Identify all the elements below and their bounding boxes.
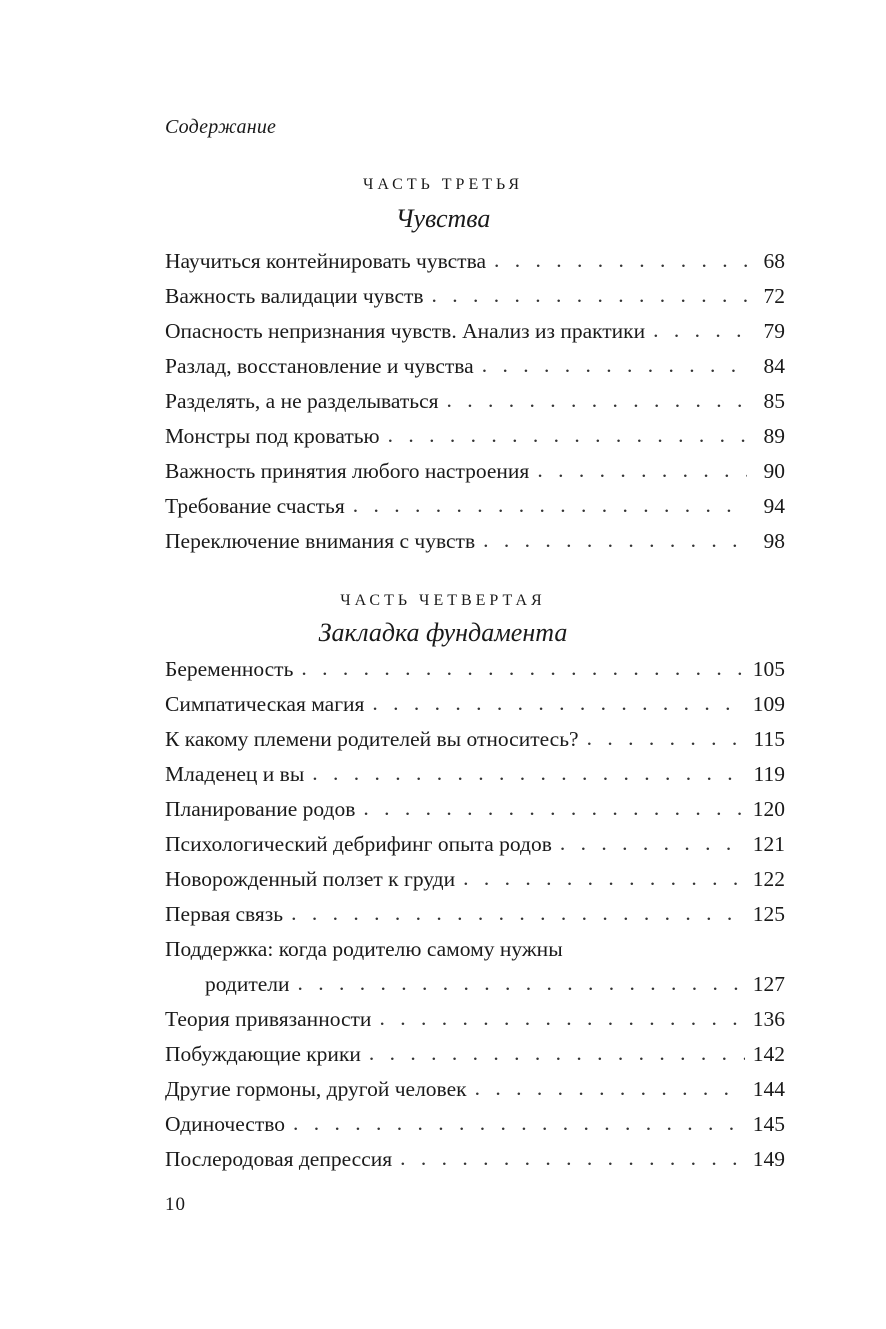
part-four-title: Закладка фундамента: [318, 618, 568, 647]
toc-entry[interactable]: [165, 862, 785, 897]
toc-entry-title-continuation: родители: [205, 972, 290, 996]
toc-entry-page: 136: [752, 1007, 785, 1031]
toc-entry-title: Опасность непризнания чувств. Анализ из практики: [165, 319, 646, 343]
dot-leader: [587, 721, 746, 756]
toc-entry[interactable]: [165, 244, 785, 279]
toc-entry[interactable]: [165, 1107, 785, 1142]
toc-entry-title: Важность валидации чувств: [165, 284, 424, 308]
toc-entry-page: 119: [753, 762, 785, 786]
toc-entry-title: Психологический дебрифинг опыта родов: [165, 832, 552, 856]
toc-entry[interactable]: [165, 384, 785, 419]
toc-entry[interactable]: [165, 897, 785, 932]
toc-entry-title: Теория привязанности: [165, 1007, 372, 1031]
toc-entry-title: Разделять, а не разделываться: [165, 389, 439, 413]
dot-leader: [447, 383, 747, 418]
dot-leader: [475, 1071, 745, 1106]
toc-entry-title: К какому племени родителей вы относитесь?: [165, 727, 579, 751]
dot-leader: [293, 1106, 745, 1141]
toc-entry[interactable]: [165, 687, 785, 722]
toc-entry[interactable]: [165, 1072, 785, 1107]
toc-entry-title: Переключение внимания с чувств: [165, 529, 476, 553]
toc-entry-title: Поддержка: когда родителю самому нужны: [165, 937, 563, 961]
toc-entry[interactable]: [165, 932, 785, 1002]
toc-entry-title: Первая связь: [165, 902, 284, 926]
toc-entry-title: Другие гормоны, другой человек: [165, 1077, 467, 1101]
dot-leader: [379, 1001, 744, 1036]
toc-entry-page: 98: [763, 529, 785, 553]
toc-entry-page: 89: [763, 424, 785, 448]
toc-entry[interactable]: [165, 722, 785, 757]
toc-entry-title: Одиночество: [165, 1112, 285, 1136]
toc-entry[interactable]: [165, 757, 785, 792]
running-head: Содержание: [165, 116, 277, 138]
toc-entry[interactable]: [165, 1142, 785, 1177]
toc-entry[interactable]: [165, 827, 785, 862]
toc-entry-title: Младенец и вы: [165, 762, 305, 786]
toc-entry-title: Важность принятия любого настроения: [165, 459, 530, 483]
toc-entry[interactable]: [165, 1037, 785, 1072]
dot-leader: [298, 966, 745, 1001]
dot-leader: [363, 791, 744, 826]
toc-entry[interactable]: [165, 489, 785, 524]
toc-entry-page: 144: [752, 1077, 785, 1101]
dot-leader: [653, 313, 747, 348]
dot-leader: [372, 686, 744, 721]
dot-leader: [560, 826, 745, 861]
toc-entry[interactable]: [165, 792, 785, 827]
toc-entry-title: Послеродовая депрессия: [165, 1147, 393, 1171]
dot-leader: [494, 243, 747, 278]
toc-entry-page: 72: [763, 284, 785, 308]
dot-leader: [537, 453, 747, 488]
toc-entry-page: 115: [753, 727, 785, 751]
dot-leader: [291, 896, 745, 931]
toc-entry-page: 85: [763, 389, 785, 413]
toc-entry[interactable]: [165, 524, 785, 559]
toc-entry-page: 127: [752, 972, 785, 996]
toc-entry-page: 122: [752, 867, 785, 891]
dot-leader: [301, 651, 744, 686]
dot-leader: [463, 861, 745, 896]
toc-entry-title: Требование счастья: [165, 494, 345, 518]
toc-entry-page: 142: [752, 1042, 785, 1066]
toc-entry-page: 121: [752, 832, 785, 856]
dot-leader: [369, 1036, 745, 1071]
toc-entry-title: Научиться контейнировать чувства: [165, 249, 486, 273]
toc-entry-title: Беременность: [165, 657, 294, 681]
toc-entry[interactable]: [165, 349, 785, 384]
dot-leader: [400, 1141, 745, 1176]
dot-leader: [312, 756, 745, 791]
dot-leader: [432, 278, 747, 313]
toc-entry-page: 68: [763, 249, 785, 273]
toc-entry-page: 79: [763, 319, 785, 343]
toc-entry-page: 109: [752, 692, 785, 716]
toc-entry-page: 84: [763, 354, 785, 378]
part-four-label: ЧАСТЬ ЧЕТВЕРТАЯ: [340, 592, 546, 609]
toc-entry[interactable]: [165, 419, 785, 454]
toc-entry-title: Планирование родов: [165, 797, 356, 821]
part-three-label: ЧАСТЬ ТРЕТЬЯ: [362, 176, 523, 193]
toc-part-four: [165, 652, 785, 1177]
toc-entry-title: Разлад, восстановление и чувства: [165, 354, 474, 378]
toc-part-three: [165, 244, 785, 559]
toc-entry-title: Побуждающие крики: [165, 1042, 361, 1066]
dot-leader: [483, 523, 747, 558]
toc-entry-page: 145: [752, 1112, 785, 1136]
toc-entry[interactable]: [165, 1002, 785, 1037]
toc-entry-page: 90: [763, 459, 785, 483]
toc-entry[interactable]: [165, 314, 785, 349]
toc-entry-page: 120: [752, 797, 785, 821]
page-number: 10: [165, 1194, 186, 1215]
toc-entry-title: Симпатическая магия: [165, 692, 365, 716]
toc-entry-page: 105: [752, 657, 785, 681]
dot-leader: [482, 348, 747, 383]
toc-entry-title: Монстры под кроватью: [165, 424, 380, 448]
dot-leader: [353, 488, 747, 523]
dot-leader: [388, 418, 747, 453]
toc-entry-page: 125: [752, 902, 785, 926]
toc-entry-page: 94: [763, 494, 785, 518]
toc-entry[interactable]: [165, 279, 785, 314]
toc-entry[interactable]: [165, 652, 785, 687]
toc-entry[interactable]: [165, 454, 785, 489]
toc-entry-title: Новорожденный ползет к груди: [165, 867, 456, 891]
toc-entry-page: 149: [752, 1147, 785, 1171]
part-three-title: Чувства: [395, 204, 491, 233]
